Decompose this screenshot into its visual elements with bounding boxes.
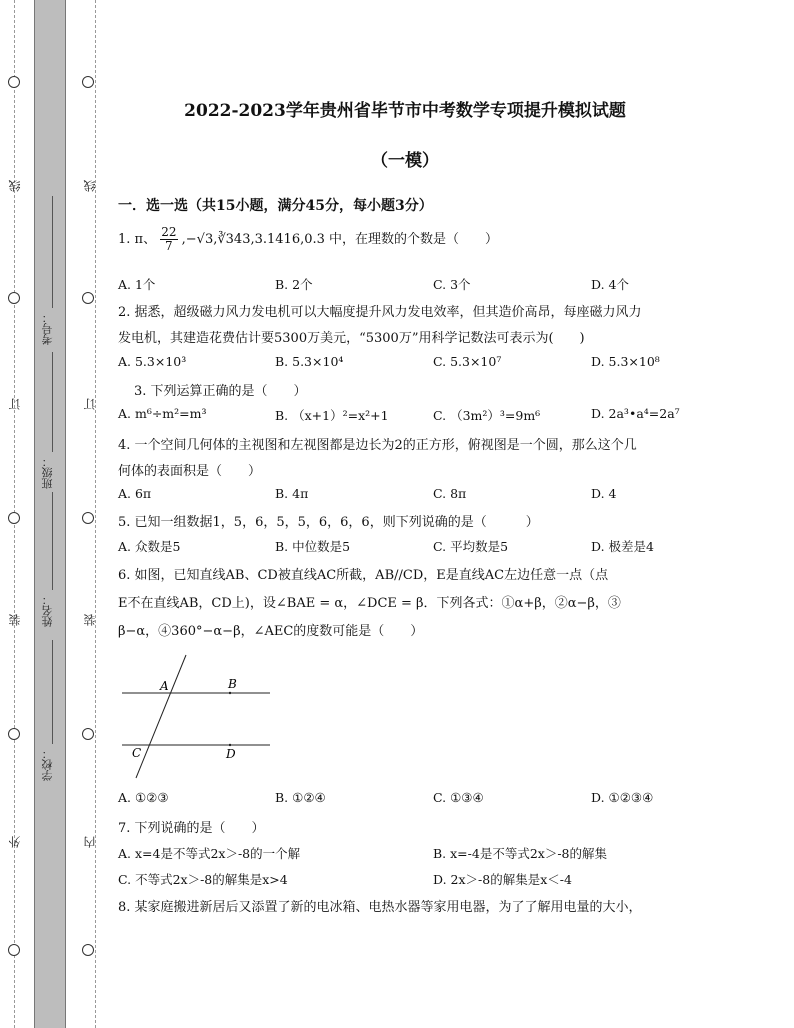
name-line [52, 492, 53, 590]
school-label: 学校： [41, 748, 54, 781]
option-c[interactable]: C. （3m²）³=9m⁶ [433, 408, 541, 423]
question-5: 5. 已知一组数据1，5，6，5，5，6，6，6，则下列说确的是（ ） [118, 515, 539, 530]
exam-subtitle: （一模） [371, 151, 439, 171]
punch-hole [8, 292, 20, 304]
punch-hole [8, 76, 20, 88]
option-a[interactable]: A. 6π [118, 486, 152, 501]
option-b[interactable]: B. 5.3×10⁴ [275, 354, 344, 369]
option-d[interactable]: D. 极差是4 [591, 539, 654, 554]
option-d[interactable]: D. 2a³•a⁴=2a⁷ [591, 406, 680, 421]
line-ac [136, 655, 186, 778]
question-3: 3. 下列运算正确的是（ ） [134, 384, 307, 399]
option-d[interactable]: D. 4 [591, 486, 617, 501]
option-d[interactable]: D. 4个 [591, 277, 629, 292]
inner-cut-line [95, 0, 96, 1028]
option-a[interactable]: A. ①②③ [118, 790, 169, 805]
option-a[interactable]: A. 5.3×10³ [118, 354, 187, 369]
q1-rest: ,−√3,∛343,3.1416,0.3 中，在理数的个数是（ ） [181, 232, 499, 247]
cut-mark-inner: 内 [83, 836, 97, 848]
label-a: A [160, 679, 169, 693]
point-b [229, 692, 231, 694]
question-6-line-2: E不在直线AB，CD上)，设∠BAE = α，∠DCE = β．下列各式：①α+β，②α−β，③ [118, 596, 621, 611]
question-6-line-1: 6. 如图，已知直线AB、CD被直线AC所截，AB//CD，E是直线AC左边任意一点（点 [118, 568, 609, 583]
cut-mark-line: 线 [83, 180, 97, 192]
point-d [229, 744, 231, 746]
option-c[interactable]: C. 不等式2x＞-8的解集是x>4 [118, 872, 288, 887]
option-a[interactable]: A. 众数是5 [118, 539, 181, 554]
option-a[interactable]: A. x=4是不等式2x＞-8的一个解 [118, 846, 301, 861]
cut-mark-order: 订 [8, 398, 22, 410]
punch-hole [82, 292, 94, 304]
punch-hole [82, 944, 94, 956]
parallel-lines-figure [118, 650, 278, 782]
fraction [160, 226, 177, 253]
option-c[interactable]: C. ①③④ [433, 790, 484, 805]
option-b[interactable]: B. 4π [275, 486, 309, 501]
option-c[interactable]: C. 8π [433, 486, 467, 501]
option-d[interactable]: D. 2x＞-8的解集是x＜-4 [433, 872, 572, 887]
q1-prefix: 1. π、 [118, 232, 157, 247]
option-b[interactable]: B. （x+1）²=x²+1 [275, 408, 389, 423]
option-d[interactable]: D. 5.3×10⁸ [591, 354, 660, 369]
option-c[interactable]: C. 3个 [433, 277, 471, 292]
option-b[interactable]: B. x=-4是不等式2x＞-8的解集 [433, 846, 608, 861]
punch-hole [82, 76, 94, 88]
question-7: 7. 下列说确的是（ ） [118, 821, 265, 836]
class-label: 班级： [41, 456, 54, 489]
cut-mark-order: 订 [83, 398, 97, 410]
question-8: 8. 某家庭搬进新居后又添置了新的电冰箱、电热水器等家用电器，为了了解用电量的大小， [118, 900, 642, 915]
option-d[interactable]: D. ①②③④ [591, 790, 654, 805]
option-c[interactable]: C. 5.3×10⁷ [433, 354, 502, 369]
punch-hole [82, 728, 94, 740]
cut-mark-bind: 装 [83, 614, 97, 626]
question-4-line-1: 4. 一个空间几何体的主视图和左视图都是边长为2的正方形，俯视图是一个圆，那么这个几 [118, 438, 637, 453]
option-a[interactable]: A. m⁶÷m²=m³ [118, 406, 207, 421]
exam-number-line [52, 196, 53, 308]
cut-mark-bind: 装 [8, 614, 22, 626]
school-line [52, 640, 53, 744]
question-1 [118, 226, 498, 253]
punch-hole [8, 512, 20, 524]
punch-hole [8, 944, 20, 956]
option-b[interactable]: B. 2个 [275, 277, 313, 292]
punch-hole [8, 728, 20, 740]
question-2-line-1: 2. 据悉，超级磁力风力发电机可以大幅度提升风力发电效率，但其造价高昂，每座磁力风力 [118, 305, 642, 320]
question-2-line-2: 发电机，其建造花费估计要5300万美元，“5300万”用科学记数法可表示为( ) [118, 331, 585, 346]
section-heading: 一．选一选（共15小题，满分45分，每小题3分） [118, 198, 433, 214]
punch-hole [82, 512, 94, 524]
question-4-line-2: 何体的表面积是（ ） [118, 464, 262, 479]
binding-margin [0, 0, 100, 1028]
cut-mark-line: 线 [8, 180, 22, 192]
binding-strip [34, 0, 66, 1028]
fraction-numerator: 22 [161, 225, 177, 239]
cut-mark-outer: 外 [8, 836, 22, 848]
question-6-line-3: β−α，④360°−α−β，∠AEC的度数可能是（ ） [118, 624, 424, 639]
option-b[interactable]: B. ①②④ [275, 790, 326, 805]
label-c: C [132, 746, 142, 760]
class-line [52, 352, 53, 452]
option-c[interactable]: C. 平均数是5 [433, 539, 509, 554]
label-d: D [226, 747, 236, 761]
option-b[interactable]: B. 中位数是5 [275, 539, 351, 554]
fraction-denominator: 7 [165, 239, 173, 253]
name-label: 姓名： [41, 594, 54, 627]
exam-number-label: 考号： [41, 312, 54, 345]
option-a[interactable]: A. 1个 [118, 277, 156, 292]
exam-title: 2022-2023学年贵州省毕节市中考数学专项提升模拟试题 [184, 101, 626, 121]
label-b: B [228, 677, 237, 691]
